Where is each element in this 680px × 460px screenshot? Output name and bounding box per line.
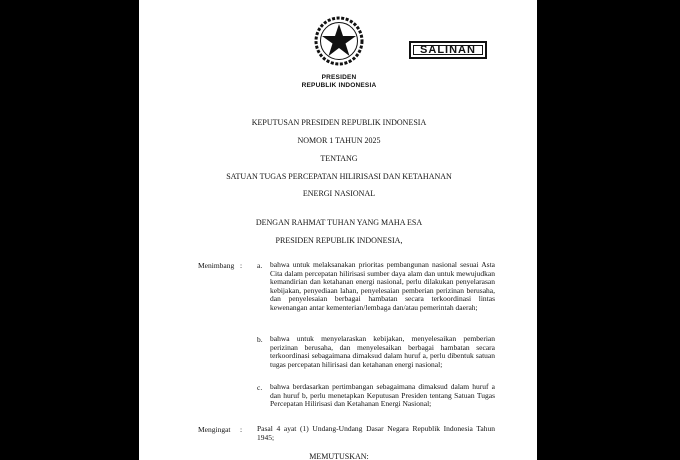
menimbang-colon: : xyxy=(240,261,243,270)
document-page xyxy=(139,0,537,460)
item-b-letter: b. xyxy=(257,335,263,344)
mengingat-colon: : xyxy=(240,425,243,434)
memutuskan-heading: MEMUTUSKAN: xyxy=(309,452,369,460)
item-c-text: bahwa berdasarkan pertimbangan sebagaimana dimaksud dalam huruf a dan huruf b, perlu menetapkan Keputusan Presiden tentang Satuan Tugas Percepatan Hilirisasi dan Ketahanan Energi Nasional; xyxy=(270,382,495,409)
mengingat-text: Pasal 4 ayat (1) Undang-Undang Dasar Negara Republik Indonesia Tahun 1945; xyxy=(257,424,495,442)
president-line: PRESIDEN REPUBLIK INDONESIA, xyxy=(275,236,403,245)
mengingat-label: Mengingat xyxy=(198,425,231,434)
item-a-letter: a. xyxy=(257,261,263,270)
about-label: TENTANG xyxy=(320,154,358,163)
decree-title: KEPUTUSAN PRESIDEN REPUBLIK INDONESIA xyxy=(251,118,427,127)
subject-line-1: SATUAN TUGAS PERCEPATAN HILIRISASI DAN KETAHANAN xyxy=(226,172,452,181)
salinan-badge: SALINAN xyxy=(409,41,487,59)
subject-line-2: ENERGI NASIONAL xyxy=(302,189,376,198)
grace-line: DENGAN RAHMAT TUHAN YANG MAHA ESA xyxy=(255,218,423,227)
menimbang-label: Menimbang xyxy=(198,261,235,270)
item-c-letter: c. xyxy=(257,383,263,392)
item-a-text: bahwa untuk melaksanakan prioritas pembangunan nasional sesuai Asta Cita dalam percepatan hilirisasi sumber daya alam dan untuk mewujudkan kemandirian dan ketahanan energi nasional, perlu dilakukan penyelarasan kebijakan, penyediaan lahan, penyelesaian pemberian perizinan berusaha, dan penyelesaian berbagai hambatan secara terkoordinasi lintas kewenangan antar kementerian/lembaga dan/atau pemerintah daerah; xyxy=(270,260,495,312)
decree-number: NOMOR 1 TAHUN 2025 xyxy=(297,136,381,145)
item-b-text: bahwa untuk menyelaraskan kebijakan, menyelesaikan pemberian perizinan berusaha, dan menyelesaikan berbagai hambatan secara terkoordinasi sebagaimana dimaksud dalam huruf a, perlu dibentuk satuan tugas percepatan hilirisasi dan ketahanan energi nasional; xyxy=(270,334,495,369)
office-line-2: REPUBLIK INDONESIA xyxy=(301,82,377,89)
office-line-1: PRESIDEN xyxy=(321,74,357,81)
garuda-star-emblem-icon xyxy=(313,15,365,67)
